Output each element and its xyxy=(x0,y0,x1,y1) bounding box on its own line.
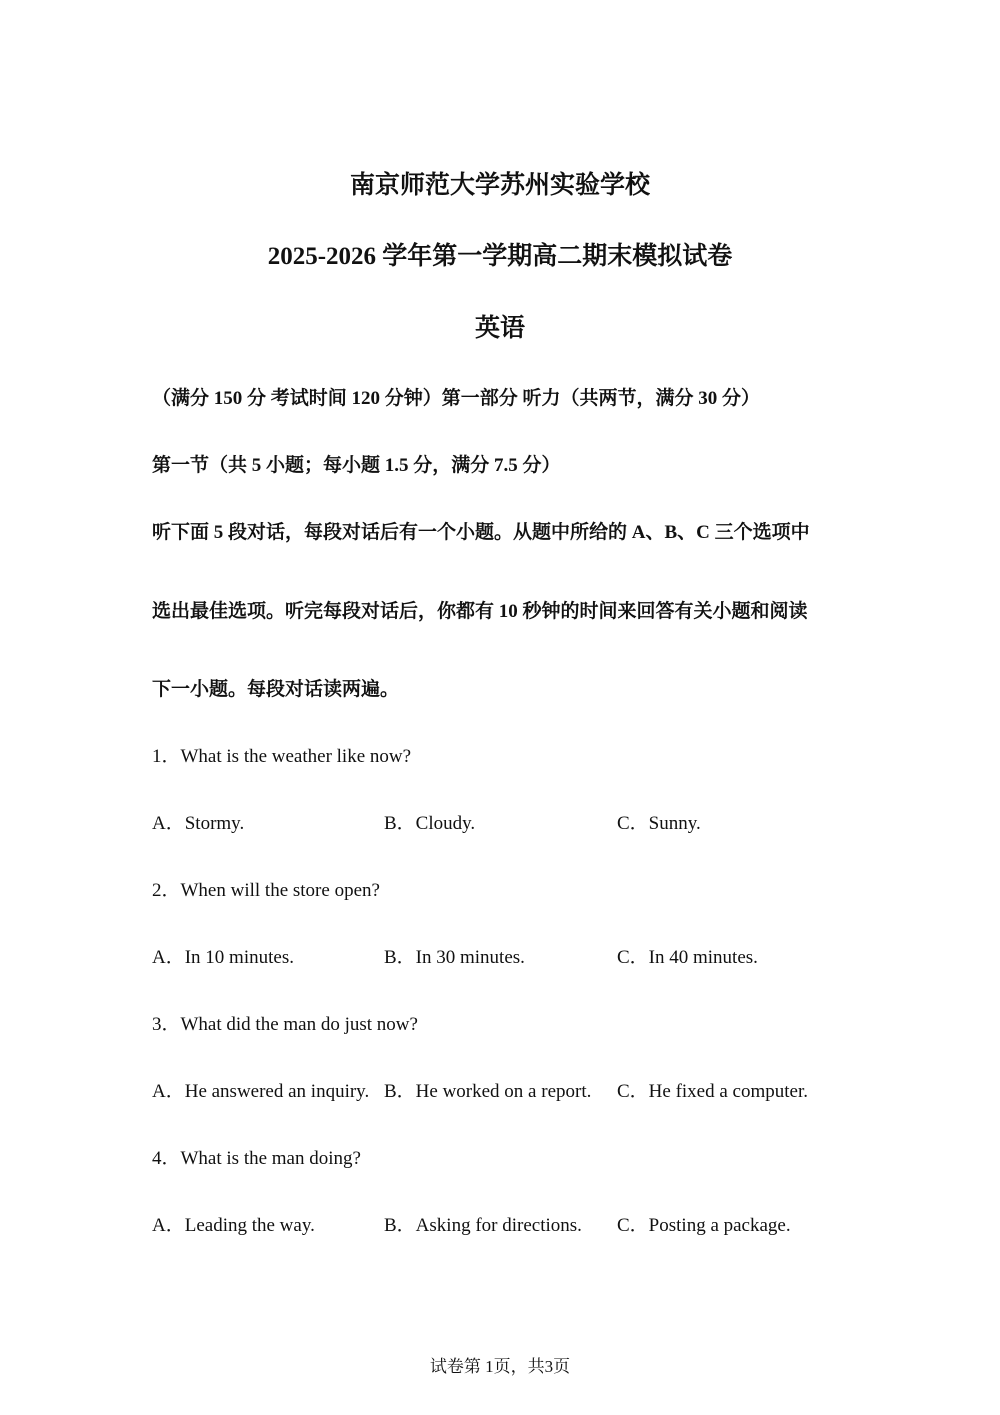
option-a: A．He answered an inquiry. xyxy=(152,1081,370,1102)
option-c: C．Posting a package. xyxy=(617,1215,791,1236)
instruction-line: 选出最佳选项。听完每段对话后，你都有 10 秒钟的时间来回答有关小题和阅读 xyxy=(152,601,808,622)
option-a: A．Leading the way. xyxy=(152,1215,315,1236)
option-b: B．Cloudy. xyxy=(384,813,476,834)
question-options xyxy=(152,1079,852,1105)
exam-title: 2025-2026 学年第一学期高二期末模拟试卷 xyxy=(267,243,733,270)
school-title: 南京师范大学苏州实验学校 xyxy=(349,172,650,199)
option-c: C．In 40 minutes. xyxy=(617,947,758,968)
option-c: C．Sunny. xyxy=(617,813,701,834)
option-b: B．He worked on a report. xyxy=(384,1081,592,1102)
question-stem: 3．What did the man do just now? xyxy=(152,1014,418,1035)
option-a: A．In 10 minutes. xyxy=(152,947,294,968)
exam-info-line: （满分 150 分 考试时间 120 分钟）第一部分 听力（共两节，满分 30 分） xyxy=(152,388,761,409)
instruction-line: 下一小题。每段对话读两遍。 xyxy=(152,679,400,700)
question-stem: 1．What is the weather like now? xyxy=(152,746,412,767)
question-options xyxy=(152,945,852,971)
option-b: B．Asking for directions. xyxy=(384,1215,582,1236)
section-title: 第一节（共 5 小题；每小题 1.5 分，满分 7.5 分） xyxy=(152,455,561,476)
page-footer: 试卷第 1页，共3页 xyxy=(429,1357,571,1376)
question-options xyxy=(152,1213,852,1239)
option-b: B．In 30 minutes. xyxy=(384,947,525,968)
question-stem: 4．What is the man doing? xyxy=(152,1148,361,1169)
option-c: C．He fixed a computer. xyxy=(617,1081,809,1102)
question-stem: 2．When will the store open? xyxy=(152,880,380,901)
instruction-line: 听下面 5 段对话，每段对话后有一个小题。从题中所给的 A、B、C 三个选项中 xyxy=(152,522,810,543)
option-a: A．Stormy. xyxy=(152,813,245,834)
question-options xyxy=(152,811,852,837)
subject-title: 英语 xyxy=(474,315,525,342)
